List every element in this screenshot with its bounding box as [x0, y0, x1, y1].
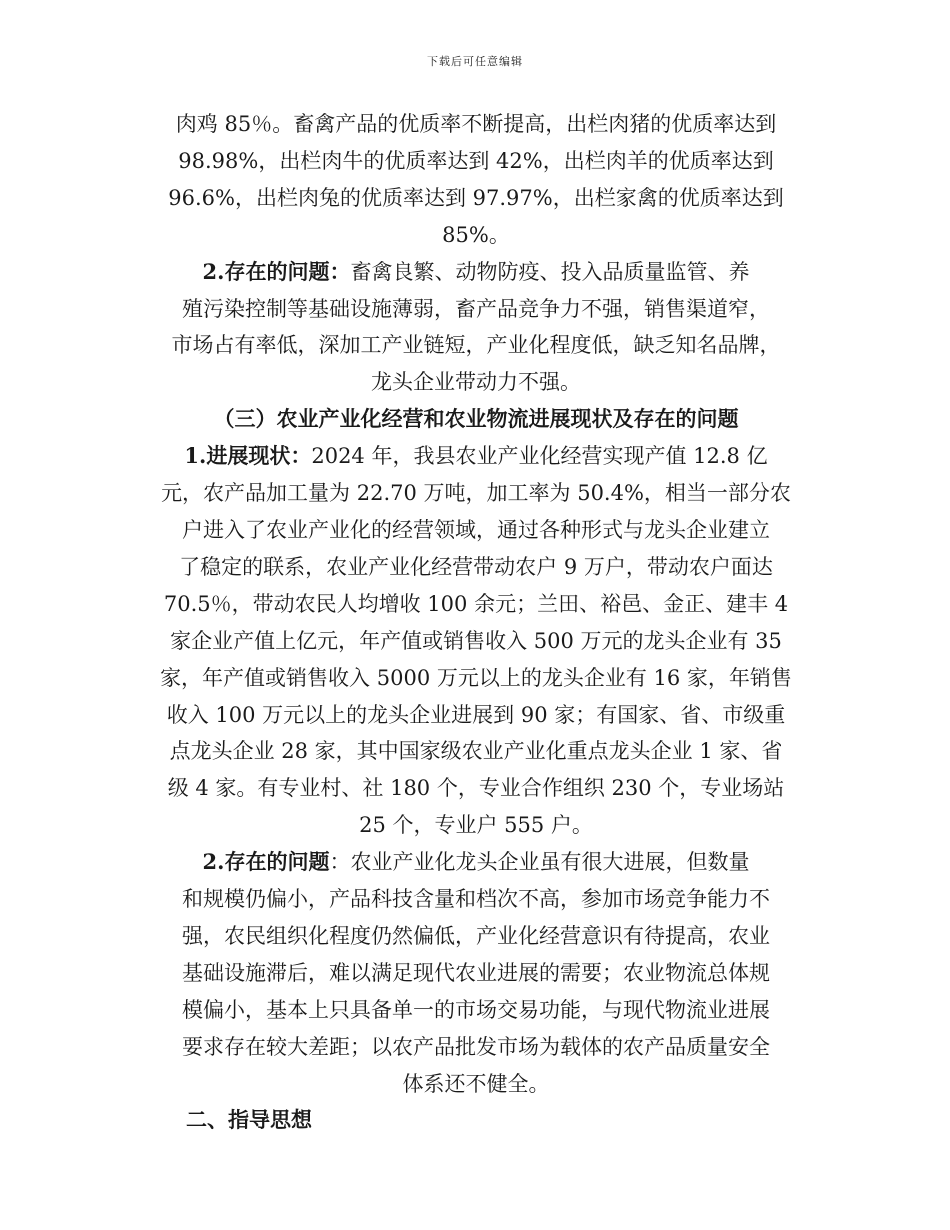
text-run: 畜禽良繁、动物防疫、投入品质量监管、养 — [350, 259, 750, 284]
text-line: 点龙头企业 28 家，其中国家级农业产业化重点龙头企业 1 家、省 — [169, 739, 783, 764]
text-line — [142, 844, 810, 881]
section-label: 2.存在的问题 — [202, 849, 330, 875]
text-line: 龙头企业带动力不强。 — [371, 370, 581, 395]
section-label: 2.存在的问题： — [202, 258, 351, 284]
text-line: 和规模仍偏小，产品科技含量和档次不高，参加市场竞争能力不 — [182, 887, 770, 912]
text-line: 体系还不健全。 — [402, 1071, 550, 1096]
text-line: 市场占有率低，深加工产业链短，产业化程度低，缺乏知名品牌， — [171, 333, 781, 358]
text-line: 家，年产值或销售收入 5000 万元以上的龙头企业有 16 家，年销售 — [160, 665, 792, 690]
text-line: 98.98%，出栏肉牛的优质率达到 42%，出栏肉羊的优质率达到 — [178, 148, 774, 173]
text-line: 元，农产品加工量为 22.70 万吨，加工率为 50.4%，相当一部分农 — [161, 481, 791, 506]
page-header: 下载后可任意编辑 — [427, 55, 523, 68]
text-line: 基础设施滞后，难以满足现代农业进展的需要；农业物流总体规 — [182, 960, 770, 985]
text-line: 85%。 — [442, 222, 510, 247]
text-line: 70.5％，带动农民人均增收 100 余元；兰田、裕邑、金正、建丰 4 — [163, 591, 789, 616]
section-heading: （三）农业产业化经营和农业物流进展现状及存在的问题 — [213, 406, 739, 432]
text-line: 了稳定的联系，农业产业化经营带动农户 9 万户，带动农户面达 — [179, 554, 773, 579]
text-line: 要求存在较大差距；以农产品批发市场为载体的农产品质量安全 — [182, 1034, 770, 1059]
text-line: 模偏小，基本上只具备单一的市场交易功能，与现代物流业进展 — [182, 997, 770, 1022]
section-label: 1.进展现状： — [184, 443, 312, 469]
text-line: 收入 100 万元以上的龙头企业进展到 90 家；有国家、省、市级重 — [166, 702, 786, 727]
text-line — [142, 438, 810, 475]
text-line: 肉鸡 85％。畜禽产品的优质率不断提高，出栏肉猪的优质率达到 — [175, 112, 777, 136]
text-line: 家企业产值上亿元，年产值或销售收入 500 万元的龙头企业有 35 — [170, 628, 782, 653]
text-line: 殖污染控制等基础设施薄弱，畜产品竞争力不强，销售渠道窄， — [182, 296, 770, 321]
document-body — [142, 106, 810, 1139]
text-line: 级 4 家。有专业村、社 180 个，专业合作组织 230 个，专业场站 — [167, 776, 785, 801]
text-run: 2024 年，我县农业产业化经营实现产值 12.8 亿 — [311, 444, 768, 469]
text-line: 25 个，专业户 555 户。 — [359, 813, 593, 838]
text-line: 96.6%，出栏肉兔的优质率达到 97.97%，出栏家禽的优质率达到 — [168, 185, 784, 210]
text-line: 强，农民组织化程度仍然偏低，产业化经营意识有待提高，农业 — [182, 923, 770, 948]
text-run: ：农业产业化龙头企业虽有很大进展，但数量 — [329, 850, 750, 875]
text-line — [142, 254, 810, 291]
text-line: 户进入了农业产业化的经营领域，通过各种形式与龙头企业建立 — [182, 517, 770, 542]
section-heading: 二、指导思想 — [186, 1107, 312, 1133]
